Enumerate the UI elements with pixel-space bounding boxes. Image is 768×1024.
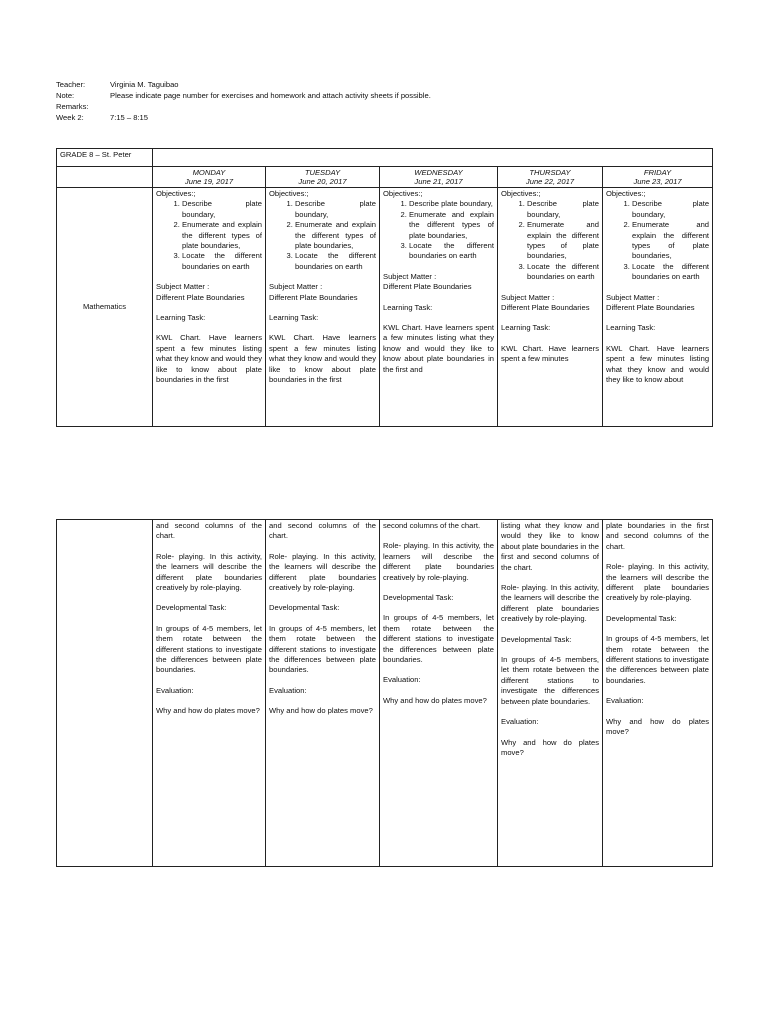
learning-task-label: Learning Task: (383, 302, 433, 312)
roleplay-text: Role- playing. In this activity, the learners will describe the different plate boundaries creatively by role-playing. (269, 551, 376, 593)
objective-item: 2. Enumerate and explain the different types of plate boundaries, (409, 210, 494, 241)
objectives-list (606, 199, 709, 282)
evaluation-text: Why and how do plates move? (269, 706, 373, 716)
kwl-text: KWL Chart. Have learners spent a few minutes listing what they know and would they like to know about (606, 343, 710, 385)
developmental-task-text: In groups of 4-5 members, let them rotate between the different stations to investigate the differences between plate boundaries. (606, 634, 709, 685)
subject-matter-value: Different Plate Boundaries (156, 292, 245, 302)
subject-matter-label: Subject Matter : (383, 271, 437, 281)
week-time: 7:15 – 8:15 (110, 113, 149, 122)
objective-item: 1. Describe plate boundary, (295, 199, 376, 220)
subject-matter-value: Different Plate Boundaries (383, 282, 472, 292)
objective-item: 1. Describe plate boundary, (409, 199, 494, 209)
continued-text: plate boundaries in the first and second columns of the chart. (606, 521, 709, 551)
objectives-label: Objectives:; (606, 189, 646, 198)
thursday-cont-cell (498, 520, 603, 867)
evaluation-label: Evaluation: (501, 717, 539, 727)
remarks-label: Remarks: (56, 102, 89, 111)
day-name: TUESDAY (304, 168, 341, 177)
lesson-plan-table-page1 (56, 148, 713, 427)
objective-item: 3. Locate the different boundaries on earth (182, 251, 262, 272)
objectives-label: Objectives:; (501, 189, 541, 198)
objectives-list (156, 199, 262, 272)
kwl-text: KWL Chart. Have learners spent a few minutes listing what they know and would they like to know about plate boundaries in the first and (383, 323, 494, 374)
subject-cell: Mathematics (57, 188, 153, 427)
week-label: Week 2: (56, 113, 84, 122)
objective-item: 2. Enumerate and explain the different types of plate boundaries, (632, 220, 709, 262)
wednesday-cont-cell (380, 520, 498, 867)
evaluation-label: Evaluation: (383, 675, 421, 685)
day-date: June 23, 2017 (633, 177, 682, 186)
objective-item: 2. Enumerate and explain the different types of plate boundaries, (295, 220, 376, 251)
objective-item: 3. Locate the different boundaries on earth (295, 251, 376, 272)
day-name: WEDNESDAY (414, 168, 463, 177)
objectives-label: Objectives:; (156, 189, 196, 198)
kwl-text: KWL Chart. Have learners spent a few minutes listing what they know and would they like to know about plate boundaries in the first (269, 333, 376, 385)
day-header-friday (603, 167, 713, 188)
developmental-task-text: In groups of 4-5 members, let them rotate between the different stations to investigate the differences between plate boundaries. (383, 613, 494, 665)
day-date: June 22, 2017 (525, 177, 575, 186)
objectives-label: Objectives:; (269, 189, 309, 198)
developmental-task-label: Developmental Task: (156, 603, 227, 613)
evaluation-label: Evaluation: (156, 685, 194, 695)
continued-text: and second columns of the chart. (269, 521, 376, 541)
learning-task-label: Learning Task: (606, 323, 656, 333)
friday-cell (603, 188, 713, 427)
grade-row (57, 149, 713, 167)
subject-matter-label: Subject Matter : (501, 292, 555, 302)
roleplay-text: Role- playing. In this activity, the learners will describe the different plate boundaries creatively by role-playing. (501, 583, 599, 624)
objective-item: 2. Enumerate and explain the different types of plate boundaries, (527, 220, 599, 262)
lesson-plan-table-page2 (56, 519, 713, 867)
developmental-task-label: Developmental Task: (606, 613, 677, 623)
developmental-task-label: Developmental Task: (269, 603, 340, 613)
note-text: Please indicate page number for exercises and homework and attach activity sheets if possible. (110, 91, 431, 100)
mathematics-row (57, 188, 713, 427)
subject-matter-label: Subject Matter : (606, 292, 660, 302)
day-name: MONDAY (192, 168, 226, 177)
friday-cont-cell (603, 520, 713, 867)
objective-item: 2. Enumerate and explain the different types of plate boundaries, (182, 220, 262, 251)
teacher-row (56, 80, 656, 91)
tuesday-cont-cell (266, 520, 380, 867)
remarks-row (56, 102, 656, 113)
developmental-task-text: In groups of 4-5 members, let them rotate between the different stations to investigate the differences between plate boundaries. (269, 623, 376, 675)
week-row (56, 113, 656, 124)
objective-item: 3. Locate the different boundaries on earth (409, 241, 494, 262)
teacher-label: Teacher: (56, 80, 86, 89)
blank-header-cell (57, 167, 153, 188)
objective-item: 1. Describe plate boundary, (527, 199, 599, 220)
evaluation-text: Why and how do plates move? (501, 737, 599, 757)
kwl-text: KWL Chart. Have learners spent a few minutes (501, 343, 599, 364)
day-header-row (57, 167, 713, 188)
subject-matter-label: Subject Matter : (269, 282, 323, 292)
roleplay-text: Role- playing. In this activity, the learners will describe the different plate boundaries creatively by role-playing. (383, 541, 494, 582)
day-name: FRIDAY (643, 168, 672, 177)
objectives-list (383, 199, 494, 261)
continued-text: listing what they know and would they like to know about plate boundaries in the first and second columns of the chart. (501, 521, 599, 572)
kwl-text: KWL Chart. Have learners spent a few minutes listing what they know and would they like to know about plate boundaries in the first (156, 333, 262, 385)
note-row (56, 91, 656, 102)
roleplay-text: Role- playing. In this activity, the learners will describe the different plate boundaries creatively by role-playing. (606, 562, 709, 603)
day-date: June 19, 2017 (184, 177, 234, 186)
developmental-task-label: Developmental Task: (383, 593, 454, 603)
monday-cell (153, 188, 266, 427)
subject-matter-label: Subject Matter : (156, 282, 210, 292)
day-header-monday (153, 167, 266, 188)
objective-item: 3. Locate the different boundaries on earth (632, 262, 709, 283)
note-label: Note: (56, 91, 75, 100)
document-header (56, 80, 656, 124)
grade-blank-cell (153, 149, 713, 167)
day-date: June 21, 2017 (414, 177, 463, 186)
day-date: June 20, 2017 (298, 177, 347, 186)
day-name: THURSDAY (529, 168, 571, 177)
learning-task-label: Learning Task: (156, 313, 206, 323)
wednesday-cell (380, 188, 498, 427)
developmental-task-text: In groups of 4-5 members, let them rotate between the different stations to investigate the differences between plate boundaries. (156, 623, 262, 675)
evaluation-text: Why and how do plates move? (156, 706, 260, 716)
monday-cont-cell (153, 520, 266, 867)
objective-item: 1. Describe plate boundary, (632, 199, 709, 220)
continued-row (57, 520, 713, 867)
day-header-thursday (498, 167, 603, 188)
subject-matter-value: Different Plate Boundaries (269, 292, 358, 302)
roleplay-text: Role- playing. In this activity, the learners will describe the different plate boundaries creatively by role-playing. (156, 551, 262, 593)
continued-text: second columns of the chart. (383, 521, 481, 530)
objectives-list (501, 199, 599, 282)
developmental-task-text: In groups of 4-5 members, let them rotate between the different stations to investigate the differences between plate boundaries. (501, 655, 599, 706)
objectives-list (269, 199, 376, 272)
tuesday-cell (266, 188, 380, 427)
subject-matter-value: Different Plate Boundaries (606, 303, 695, 313)
evaluation-text: Why and how do plates move? (383, 695, 487, 705)
objective-item: 1. Describe plate boundary, (182, 199, 262, 220)
objectives-label: Objectives:; (383, 189, 423, 198)
evaluation-text: Why and how do plates move? (606, 716, 709, 737)
day-header-wednesday (380, 167, 498, 188)
evaluation-label: Evaluation: (269, 685, 307, 695)
subject-matter-value: Different Plate Boundaries (501, 303, 590, 313)
learning-task-label: Learning Task: (501, 323, 551, 333)
learning-task-label: Learning Task: (269, 313, 319, 323)
continued-text: and second columns of the chart. (156, 521, 262, 541)
thursday-cell (498, 188, 603, 427)
evaluation-label: Evaluation: (606, 696, 644, 706)
developmental-task-label: Developmental Task: (501, 634, 572, 644)
objective-item: 3. Locate the different boundaries on earth (527, 262, 599, 283)
blank-subject-cell (57, 520, 153, 867)
grade-cell: GRADE 8 – St. Peter (57, 149, 153, 167)
teacher-name: Virginia M. Taguibao (110, 80, 179, 89)
day-header-tuesday (266, 167, 380, 188)
